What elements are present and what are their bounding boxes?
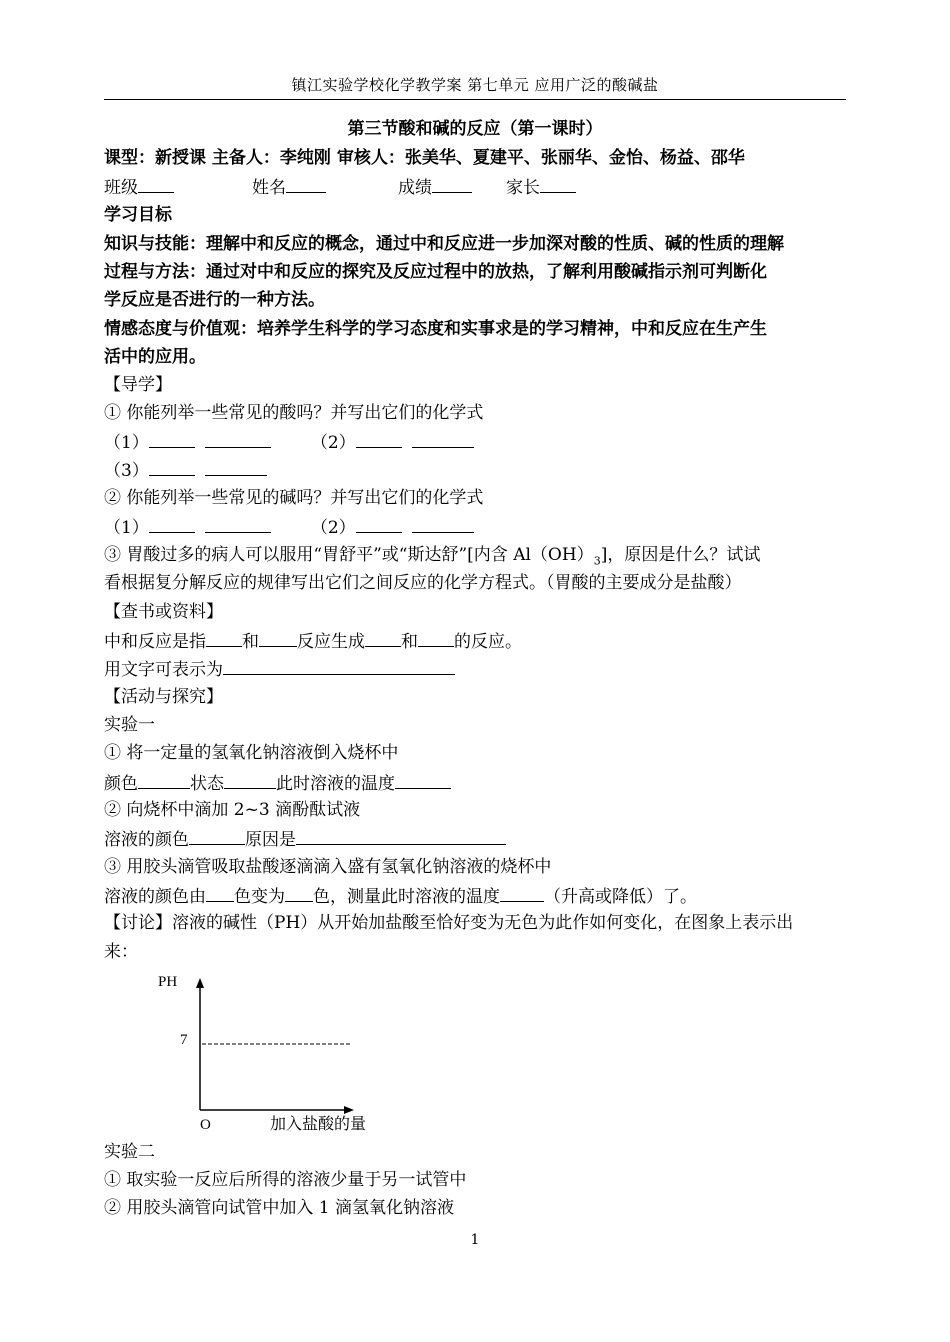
answer-blank[interactable]	[205, 514, 271, 533]
y-tick-label: 7	[180, 1032, 188, 1048]
objectives-heading: 学习目标	[104, 205, 172, 225]
y-axis-arrow	[196, 978, 204, 988]
answer-blank[interactable]	[500, 883, 544, 902]
guide-question-1: ① 你能列举一些常见的酸吗？并写出它们的化学式	[104, 403, 484, 423]
discussion-line-2: 来：	[104, 942, 138, 962]
guide-question-3: ③ 胃酸过多的病人可以服用“胃舒平”或“斯达舒”[内含 $Al(OH)_3$]，原因是什么？试试	[104, 545, 761, 568]
answer-blank[interactable]	[149, 514, 195, 533]
answer-blank[interactable]	[189, 826, 245, 845]
answer-blank[interactable]	[138, 770, 190, 789]
score-label: 成绩	[398, 178, 432, 198]
observation-row-3: 溶液的颜色由 色变为 色，测量此时溶液的温度 （升高或降低）了。	[104, 883, 697, 909]
name-blank[interactable]	[286, 174, 326, 193]
class-blank[interactable]	[138, 174, 174, 193]
answer-blank[interactable]	[259, 628, 297, 647]
answer-blank[interactable]	[296, 826, 506, 845]
word-expression: 用文字可表示为	[104, 656, 455, 682]
page-header: 镇江实验学校化学教学案 第七单元 应用广泛的酸碱盐	[104, 74, 846, 100]
activity-heading: 【活动与探究】	[104, 687, 223, 707]
origin-label: O	[200, 1117, 211, 1133]
experiment-1-heading: 实验一	[104, 715, 155, 735]
answer-blank[interactable]	[205, 457, 267, 476]
answer-blank[interactable]	[206, 883, 234, 902]
answer-blank[interactable]	[205, 429, 271, 448]
parent-label: 家长	[506, 178, 540, 198]
x-axis-arrow	[344, 1106, 354, 1114]
experiment-1-step-1: ① 将一定量的氢氧化钠溶液倒入烧杯中	[104, 743, 399, 763]
observation-row-2: 溶液的颜色 原因是	[104, 826, 506, 852]
answer-blank[interactable]	[224, 770, 276, 789]
student-fields	[104, 174, 576, 200]
answer-blank[interactable]	[356, 514, 402, 533]
answer-blank[interactable]	[356, 429, 402, 448]
answer-blank[interactable]	[418, 628, 454, 647]
guide-heading: 【导学】	[104, 375, 172, 395]
experiment-2-heading: 实验二	[104, 1142, 155, 1162]
guide-question-2: ② 你能列举一些常见的碱吗？并写出它们的化学式	[104, 488, 484, 508]
answer-blank[interactable]	[395, 770, 451, 789]
class-label: 班级	[104, 178, 138, 198]
observation-row-1: 颜色 状态 此时溶液的温度	[104, 770, 451, 796]
course-info: 课型：新授课 主备人：李纯刚 审核人：张美华、夏建平、张丽华、金怡、杨益、邵华	[104, 148, 745, 168]
name-label: 姓名	[252, 178, 286, 198]
ph-chart	[150, 960, 410, 1140]
x-axis-label: 加入盐酸的量	[270, 1114, 367, 1133]
experiment-2-step-1: ① 取实验一反应后所得的溶液少量于另一试管中	[104, 1170, 467, 1190]
objective-knowledge: 知识与技能：理解中和反应的概念，通过中和反应进一步加深对酸的性质、碱的性质的理解	[104, 234, 784, 254]
answer-blank[interactable]	[149, 429, 195, 448]
objective-process-line2: 学反应是否进行的一种方法。	[104, 290, 325, 310]
page-number: 1	[470, 1232, 480, 1248]
objective-process-line1: 过程与方法：通过对中和反应的探究及反应过程中的放热，了解利用酸碱指示剂可判断化	[104, 262, 767, 282]
experiment-1-step-2: ② 向烧杯中滴加 2~3 滴酚酞试液	[104, 800, 361, 820]
objective-emotion-line2: 活中的应用。	[104, 347, 206, 367]
parent-blank[interactable]	[540, 174, 576, 193]
reference-heading: 【查书或资料】	[104, 602, 223, 622]
answer-blank[interactable]	[223, 656, 455, 675]
answer-blank[interactable]	[206, 628, 242, 647]
experiment-1-step-3: ③ 用胶头滴管吸取盐酸逐滴滴入盛有氢氧化钠溶液的烧杯中	[104, 857, 552, 877]
score-blank[interactable]	[432, 174, 472, 193]
neutralization-definition: 中和反应是指 和 反应生成 和 的反应。	[104, 628, 522, 654]
answer-blank[interactable]	[365, 628, 401, 647]
answer-blank[interactable]	[412, 514, 474, 533]
acid-answer-row-1: （1） （2）	[104, 429, 474, 455]
answer-blank[interactable]	[149, 457, 195, 476]
page-title: 第三节酸和碱的反应（第一课时）	[347, 119, 603, 139]
answer-blank[interactable]	[412, 429, 474, 448]
acid-answer-row-2: （3）	[104, 457, 267, 483]
guide-question-3-line2: 看根据复分解反应的规律写出它们之间反应的化学方程式。（胃酸的主要成分是盐酸）	[104, 573, 742, 593]
experiment-2-step-2: ② 用胶头滴管向试管中加入 1 滴氢氧化钠溶液	[104, 1198, 455, 1218]
discussion-line-1: 【讨论】溶液的碱性（PH）从开始加盐酸至恰好变为无色为此作如何变化，在图象上表示出	[104, 913, 794, 933]
answer-blank[interactable]	[285, 883, 313, 902]
base-answer-row: （1） （2）	[104, 514, 474, 540]
y-axis-label: PH	[158, 974, 178, 990]
objective-emotion-line1: 情感态度与价值观：培养学生科学的学习态度和实事求是的学习精神，中和反应在生产生	[104, 319, 767, 339]
